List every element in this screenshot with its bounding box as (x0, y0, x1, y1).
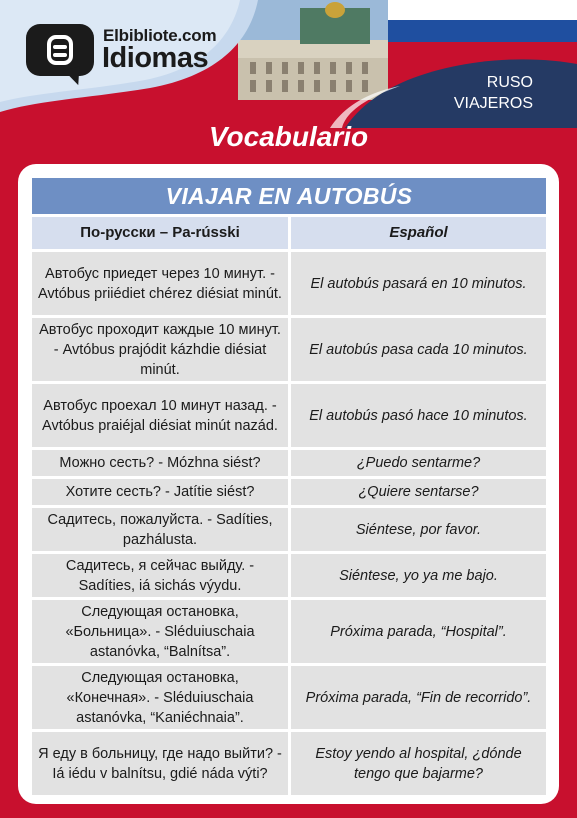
russian-phrase: Садитесь, я сейчас выйду. - Sadíties, iá sichás výydu. (32, 554, 291, 597)
category-tag: VIAJEROS (453, 95, 533, 112)
page-title: Vocabulario (208, 121, 369, 152)
spanish-translation: ¿Puedo sentarme? (291, 450, 546, 476)
spanish-translation: Siéntese, yo ya me bajo. (291, 554, 546, 597)
russian-phrase: Я еду в больницу, где надо выйти? - Iá iédu v balnítsu, gdié náda výti? (32, 732, 291, 795)
russian-phrase: Садитесь, пожалуйста. - Sadíties, pazhálusta. (32, 508, 291, 551)
spanish-translation: Estoy yendo al hospital, ¿dónde tengo que bajarme? (291, 732, 546, 795)
table-row (32, 666, 546, 729)
table-row (32, 252, 546, 315)
russian-phrase: Следующая остановка, «Конечная». - Sléduiuschaia astanóvka, “Kaniéchnaia”. (32, 666, 291, 729)
logo-icon (26, 24, 94, 76)
vocabulary-card (18, 164, 559, 804)
table-row (32, 384, 546, 447)
table-header-row (32, 217, 546, 249)
russian-phrase: Автобус приедет через 10 минут. - Avtóbus priiédiet chérez diésiat minút. (32, 252, 291, 315)
table-row (32, 732, 546, 795)
spanish-translation: Siéntese, por favor. (291, 508, 546, 551)
brand-name: Idiomas (102, 42, 209, 74)
spanish-translation: El autobús pasa cada 10 minutos. (291, 318, 546, 381)
table-row (32, 600, 546, 663)
spanish-translation: Próxima parada, “Fin de recorrido”. (291, 666, 546, 729)
spanish-translation: Próxima parada, “Hospital”. (291, 600, 546, 663)
table-row (32, 318, 546, 381)
header (0, 0, 577, 128)
spanish-translation: El autobús pasará en 10 minutos. (291, 252, 546, 315)
table-row (32, 554, 546, 597)
table-title: VIAJAR EN AUTOBÚS (32, 178, 546, 214)
table-row (32, 479, 546, 505)
spanish-translation: ¿Quiere sentarse? (291, 479, 546, 505)
table-row (32, 450, 546, 476)
column-header-russian: По-русски – Pa-rússki (32, 217, 291, 249)
language-tag: RUSO (486, 74, 533, 91)
spanish-translation: El autobús pasó hace 10 minutos. (291, 384, 546, 447)
column-header-spanish: Español (291, 217, 546, 249)
russian-phrase: Автобус проехал 10 минут назад. - Avtóbus praiéjal diésiat minút nazád. (32, 384, 291, 447)
russian-phrase: Хотите сесть? - Jatítie siést? (32, 479, 291, 505)
vocabulary-table (32, 178, 546, 798)
russian-phrase: Следующая остановка, «Больница». - Sléduiuschaia astanóvka, “Balnítsa”. (32, 600, 291, 663)
russian-phrase: Можно сесть? - Mózhna siést? (32, 450, 291, 476)
brand-site: Elbibliote.com (103, 26, 217, 45)
russian-phrase: Автобус проходит каждые 10 минут. - Avtóbus prajódit kázhdie diésiat minút. (32, 318, 291, 381)
table-row (32, 508, 546, 551)
